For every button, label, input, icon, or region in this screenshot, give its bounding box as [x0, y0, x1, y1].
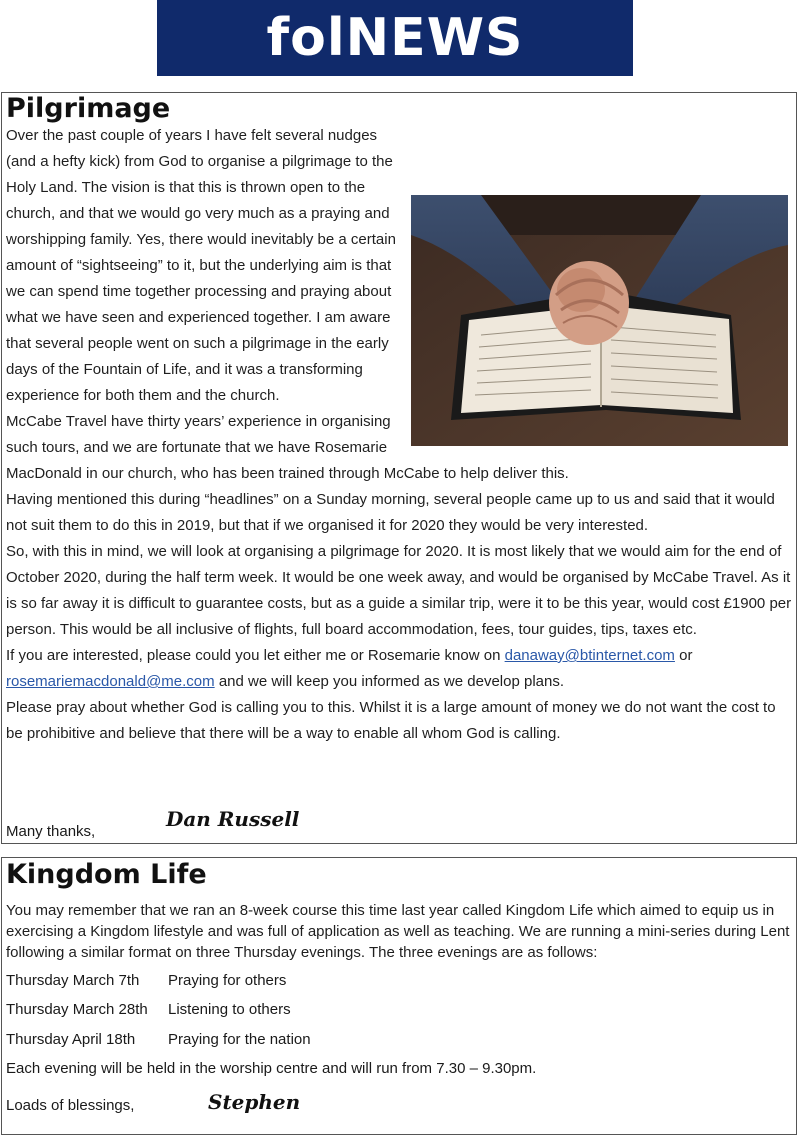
kingdom-life-article — [1, 857, 797, 1135]
contact-text-before: If you are interested, please could you let either me or Rosemarie know on — [6, 647, 501, 664]
pilgrimage-paragraph-2: McCabe Travel have thirty years’ experience in organising such tours, and we are fortunate that we have Rosemarie MacDonald in our church, who has been trained through McCabe to help deliver this. — [6, 413, 569, 482]
schedule-topic: Listening to others — [168, 1001, 291, 1018]
kingdom-life-closing: Each evening will be held in the worship centre and will run from 7.30 – 9.30pm. — [6, 1060, 537, 1077]
kingdom-life-heading: Kingdom Life — [6, 859, 207, 890]
kingdom-life-intro — [6, 900, 794, 963]
signature-stephen: Stephen — [208, 1090, 301, 1114]
pilgrimage-article — [1, 92, 797, 844]
schedule-date: Thursday April 18th — [6, 1031, 136, 1048]
pilgrimage-body — [6, 123, 794, 747]
kingdom-life-paragraph: You may remember that we ran an 8-week course this time last year called Kingdom Life which aimed to equip us in exercising a Kingdom lifestyle and was full of application as well as teaching. We are running a mini-series during Lent following a similar format on three Thursday evenings. The three evenings are as follows: — [6, 902, 790, 961]
email-link-rosemarie[interactable]: rosemariemacdonald@me.com — [6, 673, 215, 690]
pilgrimage-signoff: Many thanks, — [6, 823, 96, 840]
pilgrimage-paragraph-6: Please pray about whether God is calling you to this. Whilst it is a large amount of money we do not want the cost to be prohibitive and believe that there will be a way to enable all whom God is calling. — [6, 699, 776, 742]
signature-dan-russell: Dan Russell — [166, 807, 300, 831]
pilgrimage-paragraph-1: Over the past couple of years I have felt several nudges (and a hefty kick) from God to organise a pilgrimage to the Holy Land. The vision is that this is thrown open to the church, and that we would go very much as a praying and worshipping family. Yes, there would inevitably be a certain amount of “sightseeing” to it, but the underlying aim is that we can spend time together processing and praying about what we have seen and experienced together. I am aware that several people went on such a pilgrimage in the early days of the Fountain of Life, and it was a transforming experience for both them and the church. — [6, 127, 396, 404]
pilgrimage-paragraph-4: So, with this in mind, we will look at organising a pilgrimage for 2020. It is most likely that we would aim for the end of October 2020, during the half term week. It would be one week away, and would be organised by McCabe Travel. As it is so far away it is difficult to guarantee costs, but as a guide a similar trip, were it to be this year, would cost £1900 per person. This would be all inclusive of flights, full board accommodation, fees, tour guides, tips, taxes etc. — [6, 543, 792, 638]
kingdom-life-signoff: Loads of blessings, — [6, 1097, 135, 1114]
schedule-topic: Praying for the nation — [168, 1031, 311, 1048]
email-link-dan[interactable]: danaway@btinternet.com — [504, 647, 675, 664]
pilgrimage-heading: Pilgrimage — [6, 93, 171, 124]
masthead-title: folNEWS — [157, 0, 633, 76]
schedule-date: Thursday March 28th — [6, 1001, 148, 1018]
contact-text-after: and we will keep you informed as we develop plans. — [218, 673, 565, 690]
pilgrimage-paragraph-3: Having mentioned this during “headlines” on a Sunday morning, several people came up to us and said that it would not suit them to do this in 2019, but that if we organised it for 2020 they would be very interested. — [6, 491, 775, 534]
contact-text-or: or — [679, 647, 693, 664]
schedule-date: Thursday March 7th — [6, 972, 140, 989]
praying-hands-bible-photo — [411, 195, 788, 446]
pilgrimage-paragraph-5 — [6, 643, 794, 695]
schedule-topic: Praying for others — [168, 972, 287, 989]
